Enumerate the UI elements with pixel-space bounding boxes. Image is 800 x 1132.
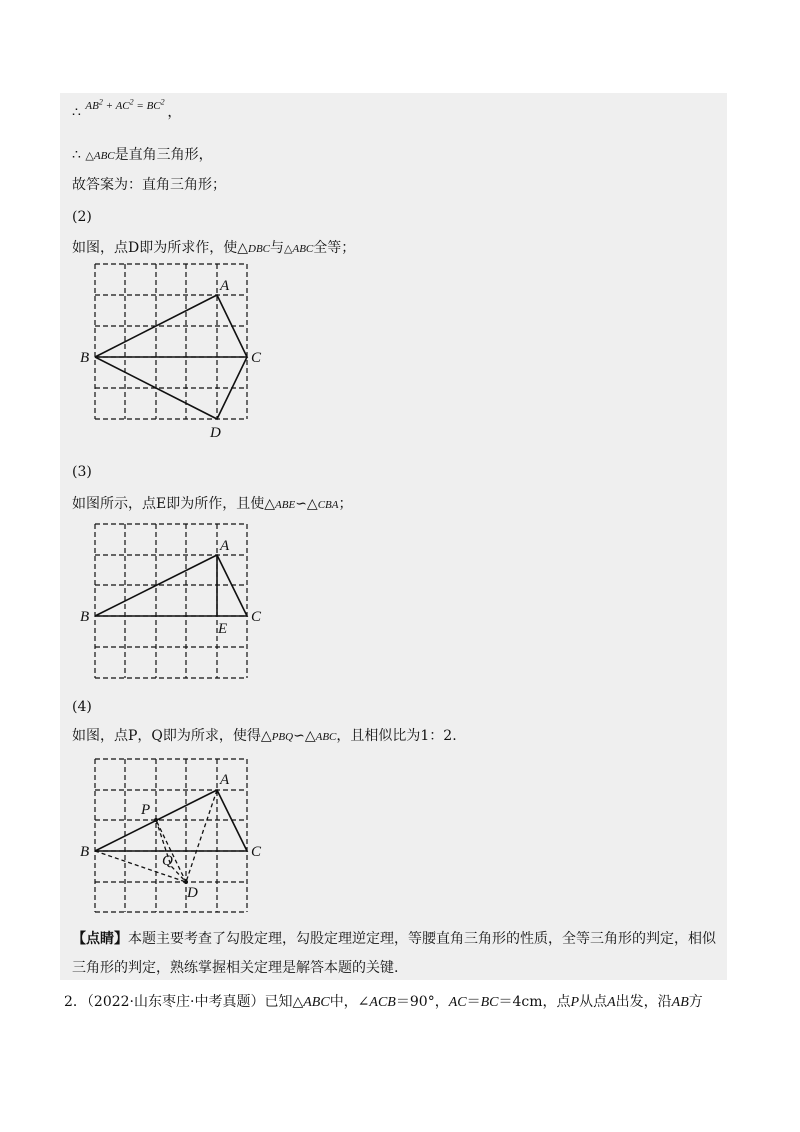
figure-3-grid — [80, 522, 270, 682]
part-4-text: 如图，点P，Q即为所求，使得△PBQ∽△ABC，且相似比为1：2. — [72, 728, 457, 744]
figure-4-grid — [80, 757, 270, 917]
label-A: A — [220, 772, 230, 788]
part-2-text: 如图，点D即为所求作，使△DBC与△ABC全等； — [72, 240, 356, 256]
comment-label: 【点睛】 — [72, 931, 128, 947]
label-C: C — [251, 609, 262, 625]
label-D: D — [187, 885, 198, 901]
equation-line: ∴ $^{AB^2 + AC^2 = BC^2}$ ， — [72, 97, 182, 121]
label-C: C — [251, 350, 262, 366]
label-E: E — [218, 621, 228, 637]
label-Q: Q — [162, 853, 173, 869]
part-4-number: (4) — [72, 699, 92, 715]
label-B: B — [80, 609, 90, 625]
part-2-number: (2) — [72, 209, 92, 225]
label-B: B — [80, 844, 90, 860]
part-3-text: 如图所示，点E即为所作，且使△ABE∽△CBA； — [72, 496, 353, 512]
comment-line-1: 【点睛】本题主要考查了勾股定理，勾股定理逆定理，等腰直角三角形的性质，全等三角形的判定，相似 — [72, 931, 716, 947]
pythagoras-equation: AB2 + AC2 = BC2 — [85, 97, 165, 112]
right-triangle-conclusion: ∴ △ABC是直角三角形， — [72, 147, 213, 163]
figure-2-grid — [80, 262, 270, 442]
label-C: C — [251, 844, 262, 860]
label-P: P — [141, 802, 151, 818]
label-A: A — [220, 538, 230, 554]
answer-line-1: 故答案为：直角三角形； — [72, 177, 226, 193]
part-3-number: (3) — [72, 464, 92, 480]
question-2-line: 2．（2022·山东枣庄·中考真题）已知△ABC中，∠ACB＝90°，AC＝BC＝4cm，点P从点A出发，沿AB方 — [64, 994, 703, 1010]
label-D: D — [210, 425, 221, 441]
therefore-symbol: ∴ — [72, 104, 81, 121]
label-B: B — [80, 350, 90, 366]
comment-line-2: 三角形的判定，熟练掌握相关定理是解答本题的关键. — [72, 960, 399, 976]
label-A: A — [220, 278, 230, 294]
